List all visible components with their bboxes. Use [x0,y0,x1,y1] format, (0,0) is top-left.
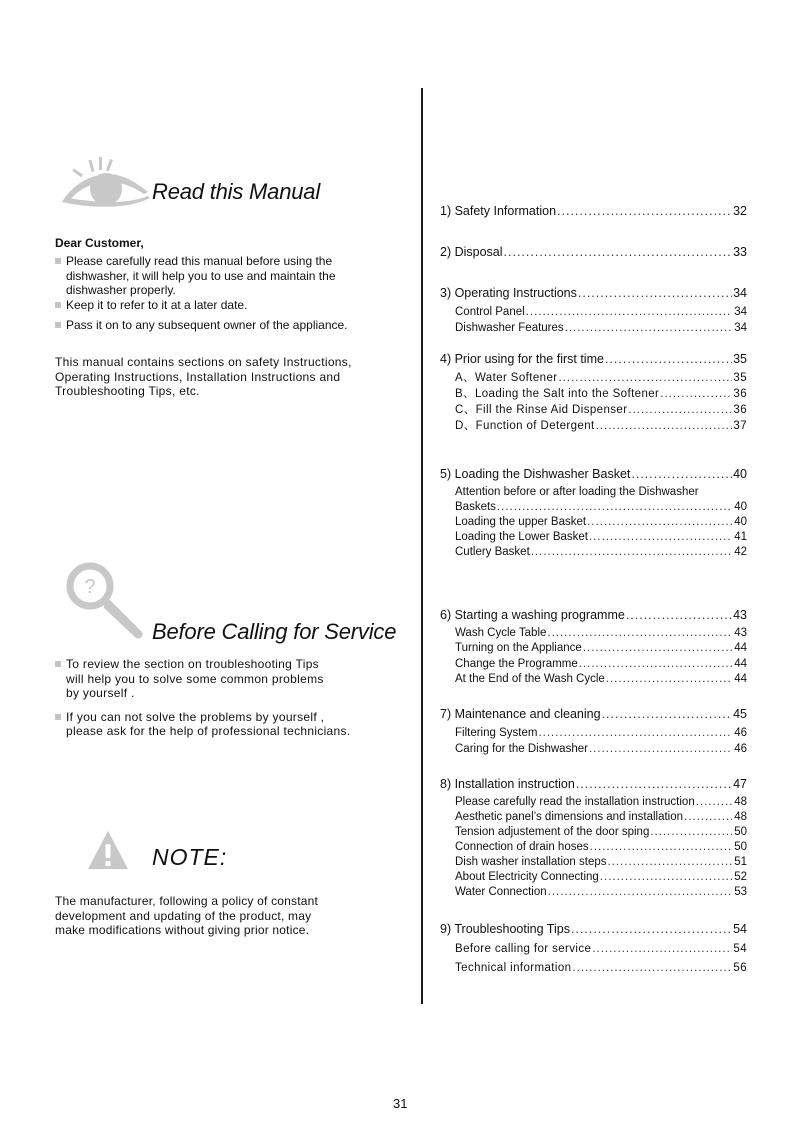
toc-subentry-page: 44 [734,642,747,654]
read-manual-bullets [55,254,395,333]
square-bullet-icon [55,322,61,328]
toc-subentry-label: Loading the upper Basket [455,515,587,528]
toc-subentry-page: 50 [734,840,747,853]
toc-subentry[interactable] [440,500,747,515]
toc-entry-label: 1) Safety Information [440,204,557,218]
toc-subentry-label: Cutlery Basket [455,545,530,558]
dot-leader [557,204,732,219]
dot-leader [626,608,732,623]
toc-subentry-page: 44 [734,657,747,670]
dot-leader [548,885,732,900]
eye-icon [60,156,152,212]
toc-subentry[interactable] [440,402,747,418]
toc-subentry-page: 41 [734,530,747,543]
toc-entry-page: 45 [733,707,747,721]
toc-subentry-page: 44 [734,673,747,685]
toc-subentry[interactable] [440,515,747,530]
dot-leader [605,352,732,367]
toc-entry[interactable] [440,922,747,937]
toc-subentry-label: Turning on the Appliance [455,642,582,654]
toc-subentry-label: Technical information [455,961,572,974]
toc-subentry[interactable] [440,641,747,657]
toc-subentry-label: Connection of drain hoses [455,840,589,853]
note-title: NOTE: [152,844,228,870]
toc-entry[interactable] [440,204,747,219]
toc-subentry-label: Aesthetic panel’s dimensions and installation [455,810,684,823]
dot-leader [606,672,732,688]
toc-subentry[interactable] [440,825,747,840]
bullet-line: Pass it on to any subsequent owner of the appliance. [66,318,348,332]
toc-subentry[interactable] [440,485,747,500]
dot-leader [576,777,732,792]
toc-entry-label: 6) Starting a washing programme [440,608,625,622]
toc-subentry[interactable] [440,370,747,386]
toc-subentry-label: Attention before or after loading the Dishwasher [455,485,699,498]
dot-leader [600,870,732,885]
toc-subentry[interactable] [440,840,747,855]
toc-entry-label: 9) Troubleshooting Tips [440,922,570,936]
toc-entry-page: 35 [733,352,747,366]
dot-leader [587,515,732,530]
square-bullet-icon [55,258,61,264]
toc-subentry[interactable] [440,386,747,402]
bullet-item [55,298,395,313]
bullet-line: will help you to solve some common problems [66,671,324,686]
toc-section [440,707,747,757]
toc-entry-label: 5) Loading the Dishwasher Basket [440,467,631,481]
toc-subentry-label: Dish washer installation steps [455,855,607,868]
toc-subentry[interactable] [440,418,747,434]
toc-subentry-page: 35 [733,371,747,384]
square-bullet-icon [55,714,61,720]
toc-subentry[interactable] [440,320,747,336]
toc-entry[interactable] [440,352,747,367]
bullet-line: dishwasher, it will help you to use and maintain the [66,268,336,283]
toc-entry-page: 34 [733,286,747,300]
toc-section [440,286,747,336]
toc-entry-page: 43 [733,608,747,622]
toc-entry[interactable] [440,777,747,792]
toc-entry[interactable] [440,608,747,623]
bullet-item [55,254,395,298]
toc-subentry-label: B、Loading the Salt into the Softener [455,387,660,400]
note-text [55,894,395,938]
toc-entry-label: 8) Installation instruction [440,777,575,791]
toc-subentry[interactable] [440,672,747,688]
before-service-bullets [55,657,395,739]
dot-leader [589,530,732,545]
toc-subentry[interactable] [440,795,747,810]
toc-subentry-label: About Electricity Connecting [455,870,599,883]
toc-entry[interactable] [440,707,747,722]
toc-subentry-page: 46 [734,742,747,755]
toc-entry[interactable] [440,467,747,482]
toc-subentry-page: 40 [734,515,747,528]
toc-subentry-page: 42 [734,545,747,558]
dot-leader [608,855,733,870]
greeting-text: Dear Customer, [55,236,144,250]
toc-subentry-label: A、Water Softener [455,371,558,384]
toc-subentry-label: Before calling for service [455,942,592,955]
toc-entry-page: 54 [733,922,747,936]
toc-entry-page: 32 [733,204,747,218]
toc-entry-label: 3) Operating Instructions [440,286,577,300]
note-line: make modifications without giving prior notice. [55,923,310,937]
dot-leader [628,402,732,418]
greeting [55,236,144,251]
toc-subentry[interactable] [440,626,747,642]
toc-subentry-page: 34 [734,305,747,318]
toc-subentry-label: Loading the Lower Basket [455,530,588,543]
dot-leader [602,707,732,722]
dot-leader [526,304,732,320]
toc-subentry-page: 36 [733,387,747,400]
bullet-item [55,318,395,333]
manual-intro-text [55,355,395,399]
dot-leader [650,825,732,840]
bullet-item [55,710,395,739]
toc-subentry-page: 37 [733,419,747,432]
bullet-line: by yourself . [66,686,135,700]
square-bullet-icon [55,661,61,667]
toc-subentry[interactable] [440,855,747,870]
dot-leader [596,418,732,434]
toc-subentry[interactable] [440,545,747,560]
toc-entry[interactable] [440,286,747,301]
magnifier-question-icon [62,560,148,642]
toc-section [440,777,747,900]
toc-subentry-page: 50 [734,825,747,838]
dot-leader [547,626,732,642]
toc-subentry[interactable] [440,725,747,741]
bullet-item [55,657,395,701]
toc-subentry-page: 48 [734,795,747,808]
toc-subentry-page: 48 [734,810,747,823]
toc-subentry[interactable] [440,304,747,320]
dot-leader [579,657,732,673]
dot-leader [631,467,732,482]
toc-entry-page: 47 [733,777,747,791]
read-manual-title: Read this Manual [152,179,321,204]
toc-subentry-page: 54 [733,942,747,955]
bullet-line: If you can not solve the problems by yourself , [66,709,325,724]
toc-subentry-label: At the End of the Wash Cycle [455,673,605,685]
warning-triangle-icon [87,830,129,870]
toc-entry-page: 40 [733,467,747,481]
dot-leader [565,320,732,336]
dot-leader [531,545,732,560]
page-number: 31 [393,1096,408,1111]
dot-leader [583,641,732,657]
toc-subentry-page: 53 [734,885,747,898]
toc-subentry-label: Tension adjustement of the door sping [455,825,650,838]
dot-leader [538,725,732,741]
toc-subentry-page: 46 [734,726,747,739]
toc-section [440,204,747,219]
note-line: The manufacturer, following a policy of constant [55,894,319,908]
toc-subentry-page: 43 [734,626,747,639]
toc-subentry[interactable] [440,810,747,825]
toc-subentry[interactable] [440,657,747,673]
toc-subentry-label: Filtering System [455,726,538,739]
toc-subentry-label: D、Function of Detergent [455,419,595,432]
toc-subentry-label: Wash Cycle Table [455,626,547,639]
toc-subentry[interactable] [440,885,747,900]
toc-subentry-page: 56 [733,961,747,974]
toc-subentry[interactable] [440,741,747,757]
bullet-line: please ask for the help of professional technicians. [66,724,351,738]
square-bullet-icon [55,302,61,308]
toc-subentry-label: Baskets [455,500,496,513]
dot-leader [684,810,732,825]
column-divider [421,88,423,1004]
bullet-line: To review the section on troubleshooting Tips [66,657,319,671]
toc-subentry-label: Control Panel [455,305,525,318]
toc-subentry-label: C、Fill the Rinse Aid Dispenser [455,403,628,416]
toc-subentry-label: Change the Programme [455,657,578,670]
toc-section [440,922,747,978]
toc-section [440,245,747,260]
toc-subentry-page: 34 [734,321,747,334]
toc-entry[interactable] [440,245,747,260]
bullet-line: Keep it to refer to it at a later date. [66,297,248,312]
toc-subentry-page: 51 [734,855,747,868]
dot-leader [558,370,732,386]
dot-leader [590,840,732,855]
toc-subentry-page: 52 [734,870,747,883]
intro-line: Troubleshooting Tips, etc. [55,384,200,398]
toc-entry-page: 33 [733,245,747,259]
dot-leader [696,795,732,810]
bullet-line: dishwasher properly. [66,283,176,297]
dot-leader [572,959,732,978]
dot-leader [504,245,732,260]
dot-leader [578,286,732,301]
before-service-title: Before Calling for Service [152,619,397,644]
toc-subentry-label: Please carefully read the installation instruction [455,795,695,808]
bullet-line: Please carefully read this manual before using the [66,254,333,268]
svg-text:?: ? [84,576,96,598]
toc-section [440,352,747,434]
toc-subentry-label: Caring for the Dishwasher [455,742,588,755]
dot-leader [589,741,732,757]
toc-entry-label: 7) Maintenance and cleaning [440,707,601,721]
toc-entry-label: 2) Disposal [440,245,503,259]
toc-subentry-label: Water Connection [455,885,547,898]
toc-subentry-label: Dishwasher Features [455,321,564,334]
intro-line: Operating Instructions, Installation Instructions and [55,369,341,384]
toc-subentry-page: 36 [733,403,747,416]
dot-leader [571,922,732,937]
dot-leader [497,500,732,515]
toc-subentry[interactable] [440,959,747,978]
toc-section [440,608,747,688]
toc-subentry[interactable] [440,940,747,959]
toc-subentry[interactable] [440,870,747,885]
intro-line: This manual contains sections on safety Instructions, [55,355,352,369]
dot-leader [660,386,732,402]
dot-leader [592,940,732,959]
toc-subentry[interactable] [440,530,747,545]
toc-section [440,467,747,560]
toc-subentry-page: 40 [734,500,747,513]
note-line: development and updating of the product, may [55,908,312,923]
toc-entry-label: 4) Prior using for the first time [440,352,604,366]
